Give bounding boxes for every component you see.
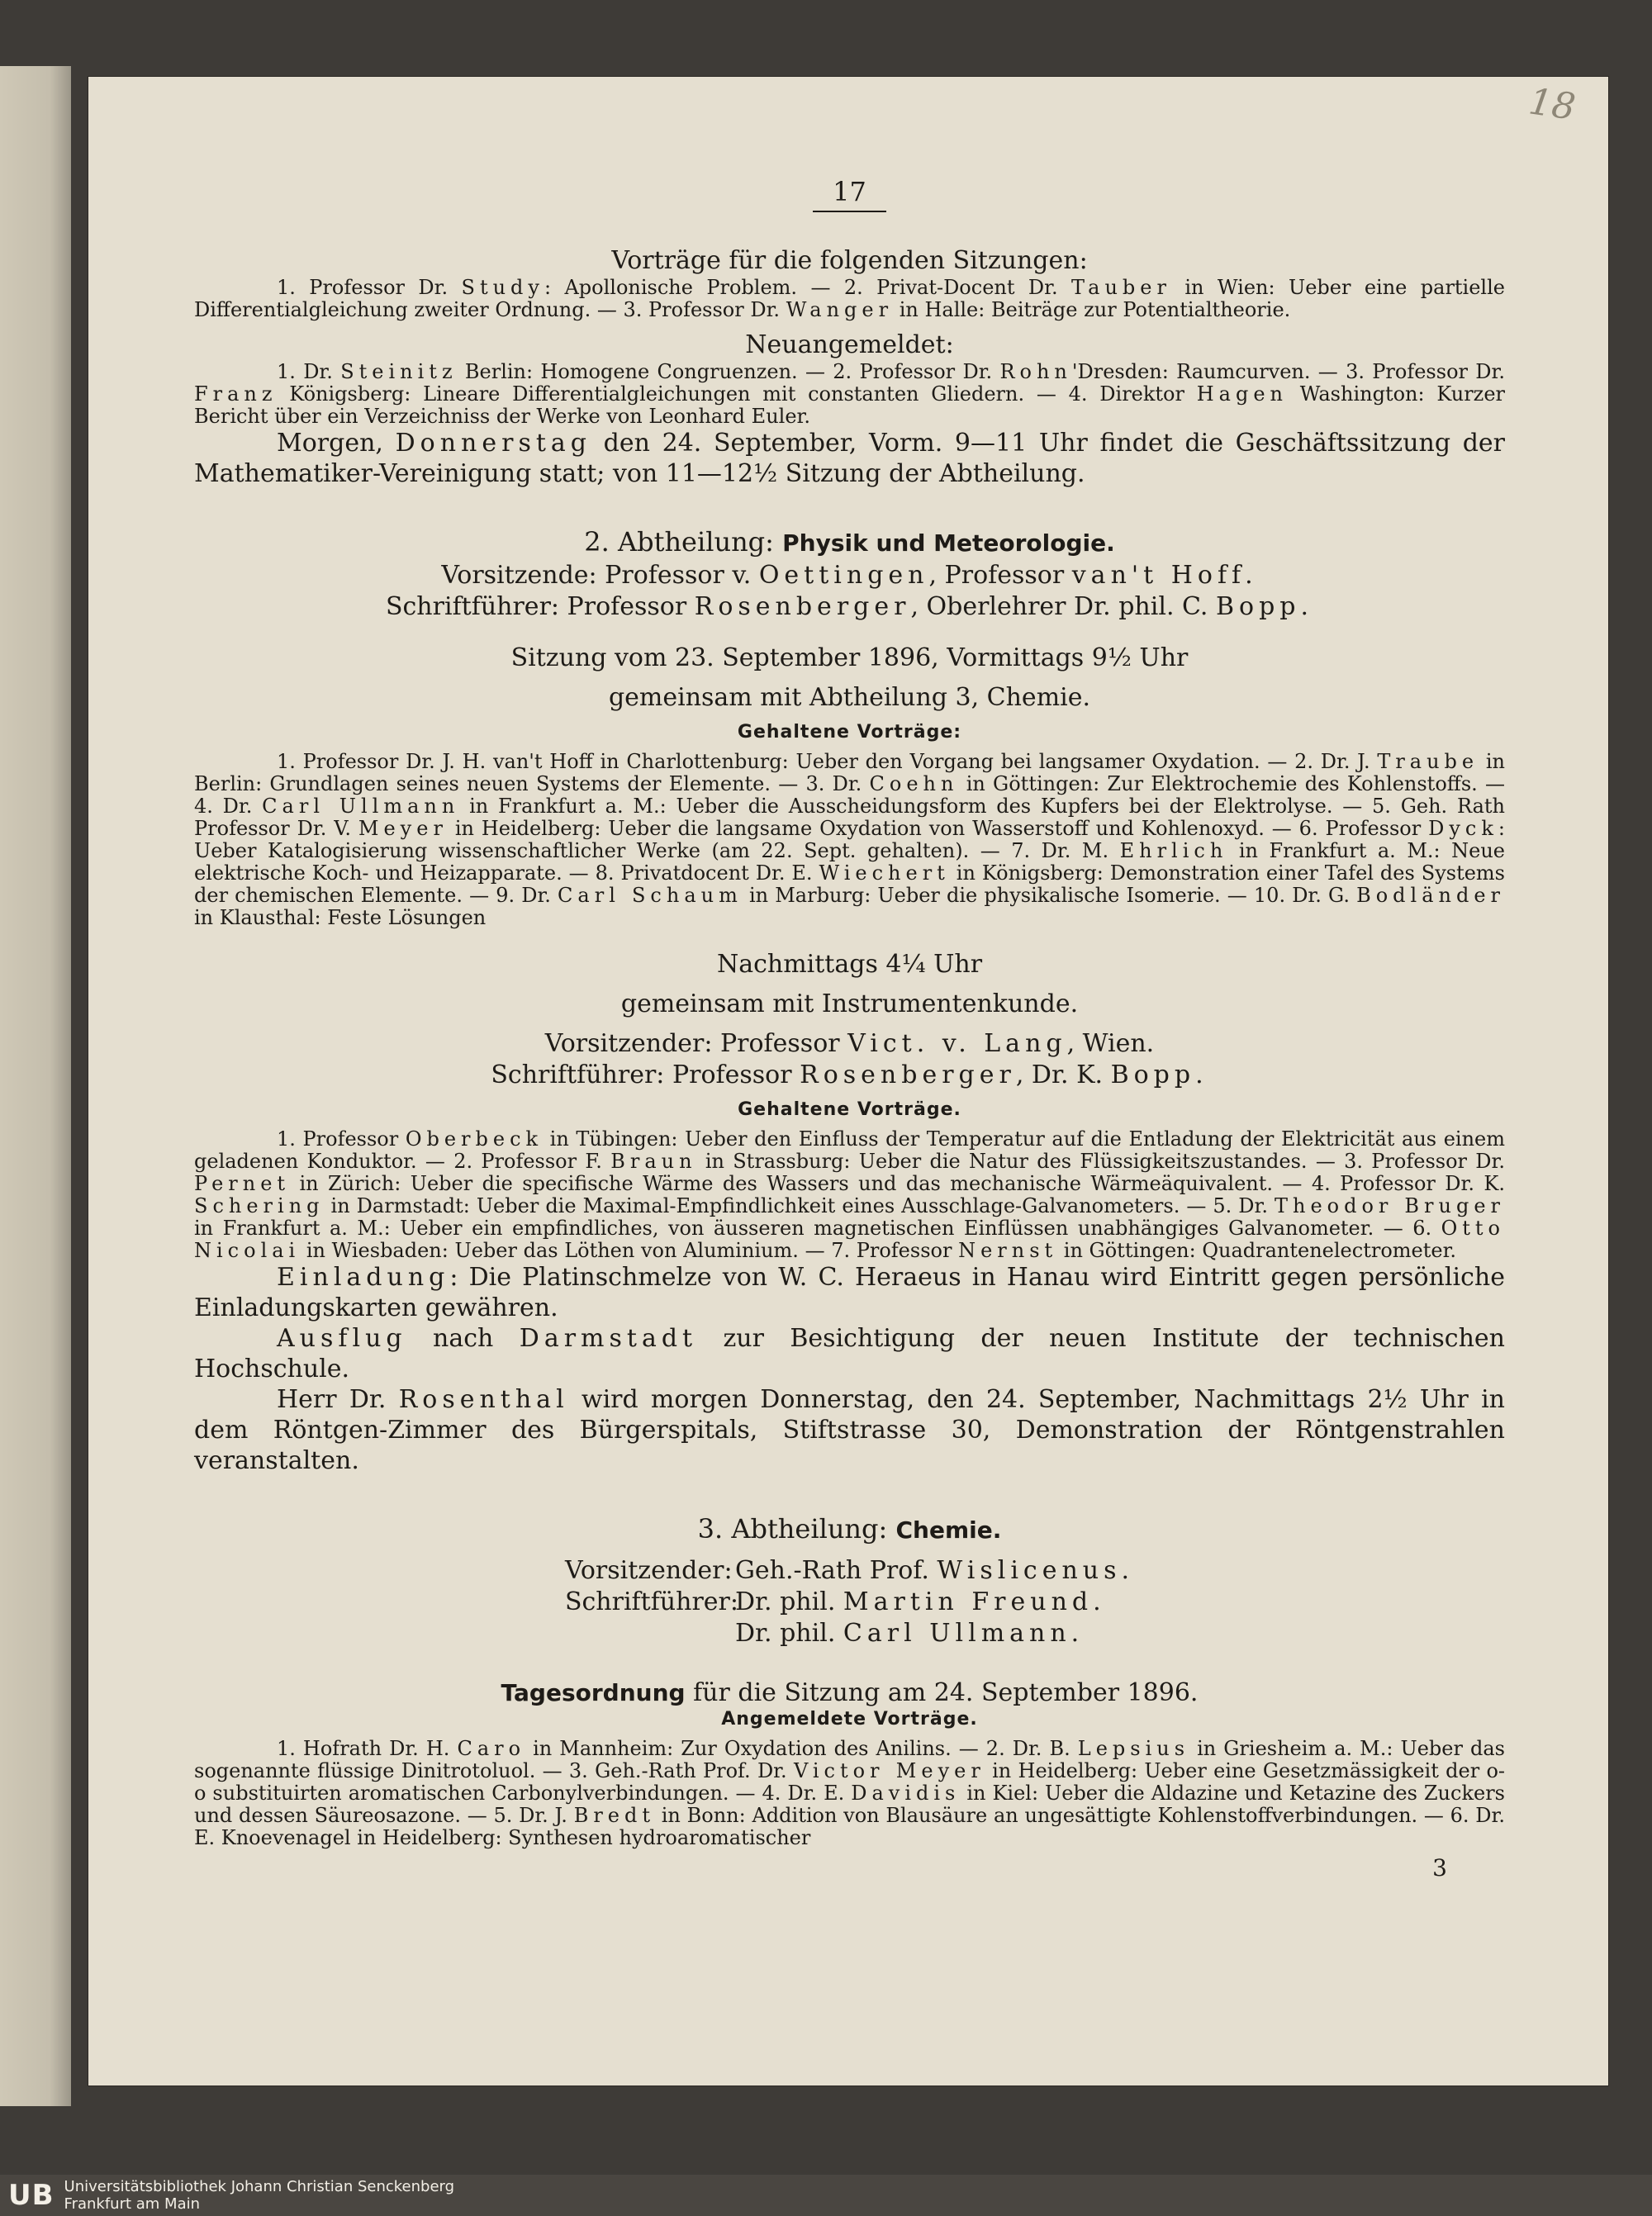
announced-talks-list: 1. Hofrath Dr. H. Caro in Mannheim: Zur Oxydation des Anilins. — 2. Dr. B. Lepsius in Griesheim a. M.: Ueber das sogenannte flüssige Dinitrotoluol. — 3. Geh.-Rath Prof. Dr. Victor Meyer in Heidelberg: Ueber eine Gesetzmässigkeit der o-o substituirten aromatischen Carbonylverbindungen. — 4. Dr. E. Davidis in Kiel: Ueber die Aldazine und Ketazine des Zuckers und dessen Säureosazone. — 5. Dr. J. Bredt in Bonn: Addition von Blausäure an ungesättigte Kohlenstoffverbindungen. — 6. Dr. E. Knoevenagel in Heidelberg: Synthesen hydroaromatischer [194,1737,1506,1849]
document-page [88,77,1608,2086]
section-2-chairs: Vorsitzende: Professor v. Oettingen, Professor van't Hoff. [441,561,1258,590]
page-content [194,176,1505,1881]
morning-talks-heading: Gehaltene Vorträge: [737,722,962,743]
section-3-heading: 3. Abtheilung: Chemie. [697,1513,1002,1545]
page-number: 17 [194,176,1505,212]
handwritten-mark: 18 [1526,80,1578,129]
library-name: Universitätsbibliothek Johann Christian Senckenberg [64,2178,455,2195]
library-city: Frankfurt am Main [64,2195,201,2213]
afternoon-chair: Vorsitzender: Professor Vict. v. Lang, Wien. [544,1029,1155,1058]
afternoon-talks-list: 1. Professor Oberbeck in Tübingen: Ueber den Einfluss der Temperatur auf die Entladung der Elektricität aus einem geladenen Konduktor. — 2. Professor F. Braun in Strassburg: Ueber die Natur des Flüssigkeitszustandes. — 3. Professor Dr. Pernet in Zürich: Ueber die specifische Wärme des Wassers und das mechanische Wärmeäquivalent. — 4. Professor Dr. K. Schering in Darmstadt: Ueber die Maximal-Empfindlichkeit eines Ausschlage-Galvanometers. — 5. Dr. Theodor Bruger in Frankfurt a. M.: Ueber ein empfindliches, von äusseren magnetischen Einflüssen unabhängiges Galvanometer. — 6. Otto Nicolai in Wiesbaden: Ueber das Löthen von Aluminium. — 7. Professor Nernst in Göttingen: Quadrantenelectrometer. [194,1127,1506,1262]
section-2-secretaries: Schriftführer: Professor Rosenberger, Oberlehrer Dr. phil. C. Bopp. [385,592,1314,621]
afternoon-session-time: Nachmittags 4¼ Uhr [716,950,983,979]
afternoon-secretaries: Schriftführer: Professor Rosenberger, Dr. K. Bopp. [491,1061,1208,1089]
morning-session-time: Sitzung vom 23. September 1896, Vormittags 9½ Uhr [510,643,1189,672]
morning-talks-list: 1. Professor Dr. J. H. van't Hoff in Charlottenburg: Ueber den Vorgang bei langsamer Oxydation. — 2. Dr. J. Traube in Berlin: Grundlagen seines neuen Systems der Elemente. — 3. Dr. Coehn in Göttingen: Zur Elektrochemie des Kohlenstoffs. — 4. Dr. Carl Ullmann in Frankfurt a. M.: Ueber die Ausscheidungsform des Kupfers bei der Elektrolyse. — 5. Geh. Rath Professor Dr. V. Meyer in Heidelberg: Ueber die langsame Oxydation von Wasserstoff und Kohlenoxyd. — 6. Professor Dyck: Ueber Katalogisierung wissenschaftlicher Werke (am 22. Sept. gehalten). — 7. Dr. M. Ehrlich in Frankfurt a. M.: Neue elektrische Koch- und Heizapparate. — 8. Privatdocent Dr. E. Wiechert in Königsberg: Demonstration einer Tafel des Systems der chemischen Elemente. — 9. Dr. Carl Schaum in Marburg: Ueber die physikalische Isomerie. — 10. Dr. G. Bodländer in Klausthal: Feste Lösungen [194,750,1506,929]
library-footer [0,2175,1652,2216]
section-3-officers [194,1555,1505,1658]
morning-joint-session: gemeinsam mit Abtheilung 3, Chemie. [608,683,1091,712]
section-2-heading: 2. Abtheilung: Physik und Meteorologie. [584,526,1115,558]
library-credit [64,2178,455,2213]
section-3-secretary-2: Dr. phil. Carl Ullmann. [734,1619,1085,1648]
sheet-signature-number: 3 [1432,1854,1447,1881]
next-sessions-heading: Vorträge für die folgenden Sitzungen: [611,246,1088,275]
section-3-secretary-1: Schriftführer: Dr. phil. Martin Freund. [564,1587,1106,1616]
xray-demo-notice: Herr Dr. Rosenthal wird morgen Donnerstag, den 24. September, Nachmittags 2½ Uhr in dem Röntgen-Zimmer des Bürgerspitals, Stiftstrasse 30, Demonstration der Röntgenstrahlen veranstalten. [194,1385,1505,1475]
next-sessions-talks: 1. Professor Dr. Study: Apollonische Problem. — 2. Privat-Docent Dr. Tauber in Wien: Ueber eine partielle Differentialgleichung zweiter Ordnung. — 3. Professor Dr. Wanger in Halle: Beiträge zur Potentialtheorie. [194,276,1505,321]
late-registrations-talks: 1. Dr. Steinitz Berlin: Homogene Congruenzen. — 2. Professor Dr. Rohn'Dresden: Raumcurven. — 3. Professor Dr. Franz Königsberg: Lineare Differentialgleichungen mit constanten Gliedern. — 4. Direktor Hagen Washington: Kurzer Bericht über ein Verzeichniss der Werke von Leonhard Euler. [194,360,1505,428]
agenda-heading: Tagesordnung für die Sitzung am 24. September 1896. [501,1678,1199,1707]
section-3-chair: Vorsitzender: Geh.-Rath Prof. Wislicenus. [564,1556,1135,1585]
business-meeting-notice: Morgen, Donnerstag den 24. September, Vorm. 9—11 Uhr findet die Geschäftssitzung der Mathematiker-Vereinigung statt; von 11—12½ Sitzung der Abtheilung. [194,429,1505,488]
library-logo: UB [8,2179,55,2212]
afternoon-joint-session: gemeinsam mit Instrumentenkunde. [620,989,1079,1018]
invitation-notice: Einladung: Die Platinschmelze von W. C. Heraeus in Hanau wird Eintritt gegen persönliche Einladungskarten gewähren. [194,1263,1505,1322]
page-gutter-shadow [0,66,71,2106]
afternoon-talks-heading: Gehaltene Vorträge. [738,1099,961,1120]
excursion-notice: Ausflug nach Darmstadt zur Besichtigung der neuen Institute der technischen Hochschule. [194,1324,1505,1383]
late-registrations-heading: Neuangemeldet: [745,330,954,359]
announced-talks-heading: Angemeldete Vorträge. [721,1709,978,1730]
